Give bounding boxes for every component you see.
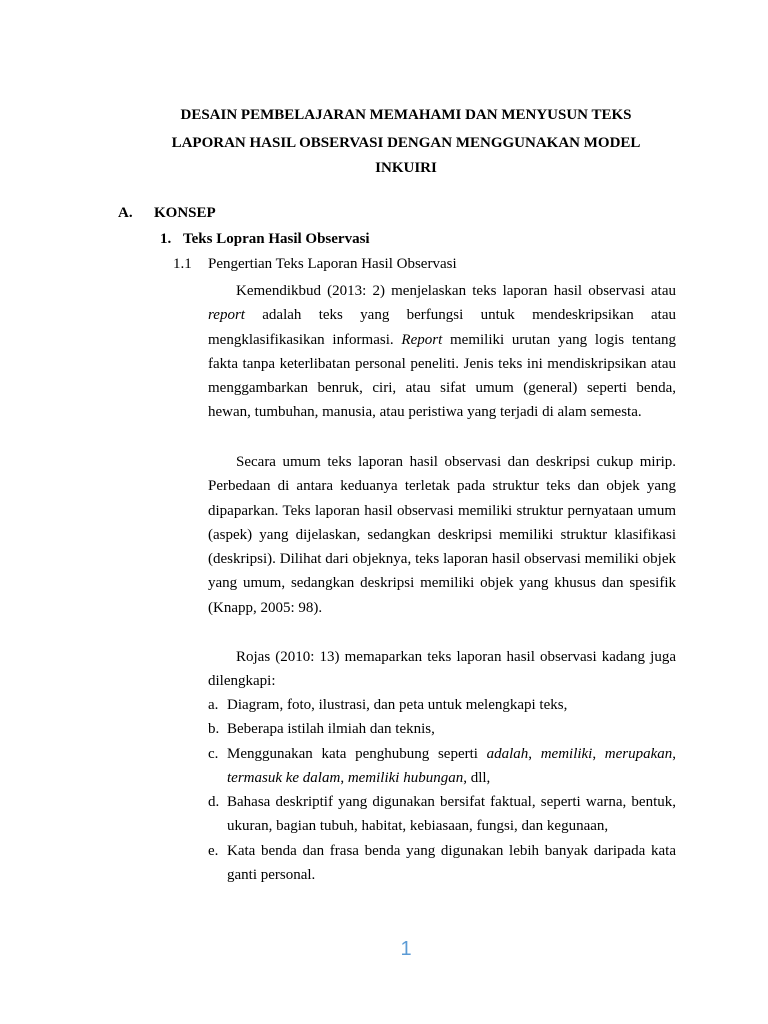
list-item-text: Beberapa istilah ilmiah dan teknis, (227, 721, 435, 738)
list-item (208, 790, 676, 839)
list-c-separator: , (592, 745, 597, 762)
list-c-separator: , (340, 769, 345, 786)
feature-list (208, 693, 676, 887)
list-c-term-5: memiliki hubungan (347, 769, 464, 786)
list-marker: d. (208, 794, 220, 811)
paragraph-1-report-term-2: Report (401, 331, 443, 348)
list-marker: e. (208, 842, 219, 859)
document-title-line-3: INKUIRI (375, 160, 437, 176)
section-heading: KONSEP (154, 205, 216, 221)
list-c-term-2: memiliki (540, 745, 593, 762)
subsection-number: 1. (160, 231, 172, 247)
list-c-lead: Menggunakan kata penghubung seperti (227, 745, 478, 762)
paragraph-1-report-term: report (208, 307, 245, 324)
list-c-term-3: merupakan (604, 745, 673, 762)
document-title-line-1: DESAIN PEMBELAJARAN MEMAHAMI DAN MENYUSUN TEKS (180, 107, 632, 123)
paragraph-1-lead: Kemendikbud (2013: 2) menjelaskan teks laporan hasil observasi atau (236, 283, 676, 299)
list-c-term-1: adalah (486, 745, 529, 762)
list-item (208, 742, 676, 791)
list-item-text: Bahasa deskriptif yang digunakan bersifat faktual, seperti warna, bentuk, ukuran, bagian tubuh, habitat, kebiasaan, fungsi, dan kegunaan, (227, 794, 676, 835)
paragraph-2 (208, 450, 676, 620)
paragraph-3 (208, 645, 676, 694)
list-marker: a. (208, 697, 219, 713)
list-marker: b. (208, 721, 220, 738)
list-c-tail: , dll, (463, 769, 491, 786)
section-marker: A. (118, 205, 133, 221)
item-number: 1.1 (173, 256, 192, 272)
list-item-text (227, 746, 676, 786)
paragraph-1 (208, 279, 676, 425)
paragraph-3-text: Rojas (2010: 13) memaparkan teks laporan hasil observasi kadang juga dilengkapi: (208, 649, 676, 690)
subsection-heading: Teks Lopran Hasil Observasi (183, 231, 370, 247)
list-item (208, 839, 676, 888)
list-c-separator: , (672, 745, 677, 762)
page-number: 1 (400, 938, 412, 960)
paragraph-1-rest: memiliki urutan yang logis tentang fakta tanpa keterlibatan personal peneliti. Jenis teks ini mendiskripsikan atau menggambarkan benruk, ciri, atau sifat umum (general) seperti benda, hewan, tumbuhan, manusia, atau peristiwa yang terjadi di alam semesta. (208, 331, 676, 421)
paragraph-1-middle: adalah teks yang berfungsi untuk mendeskripsikan atau mengklasifikasikan informasi. (208, 307, 676, 348)
list-item-text: Kata benda dan frasa benda yang digunakan lebih banyak daripada kata ganti personal. (227, 842, 676, 884)
list-item-text: Diagram, foto, ilustrasi, dan peta untuk melengkapi teks, (227, 697, 568, 713)
list-c-term-4: termasuk ke dalam (227, 769, 341, 786)
list-marker: c. (208, 745, 219, 762)
item-title: Pengertian Teks Laporan Hasil Observasi (208, 256, 457, 272)
paragraph-2-text: Secara umum teks laporan hasil observasi dan deskripsi cukup mirip. Perbedaan di antara keduanya terletak pada struktur teks dan objek yang dipaparkan. Teks laporan hasil observasi memiliki struktur pernyataan umum (aspek) yang dijelaskan, sedangkan deskripsi memiliki struktur klasifikasi (deskripsi). Dilihat dari objeknya, teks laporan hasil observasi memiliki objek yang umum, sedangkan deskripsi memiliki objek yang khusus dan spesifik (Knapp, 2005: 98). (208, 454, 676, 616)
list-c-separator: , (528, 745, 533, 762)
list-item (208, 717, 676, 741)
document-title-line-2: LAPORAN HASIL OBSERVASI DENGAN MENGGUNAKAN MODEL (171, 135, 641, 151)
list-item (208, 693, 676, 717)
